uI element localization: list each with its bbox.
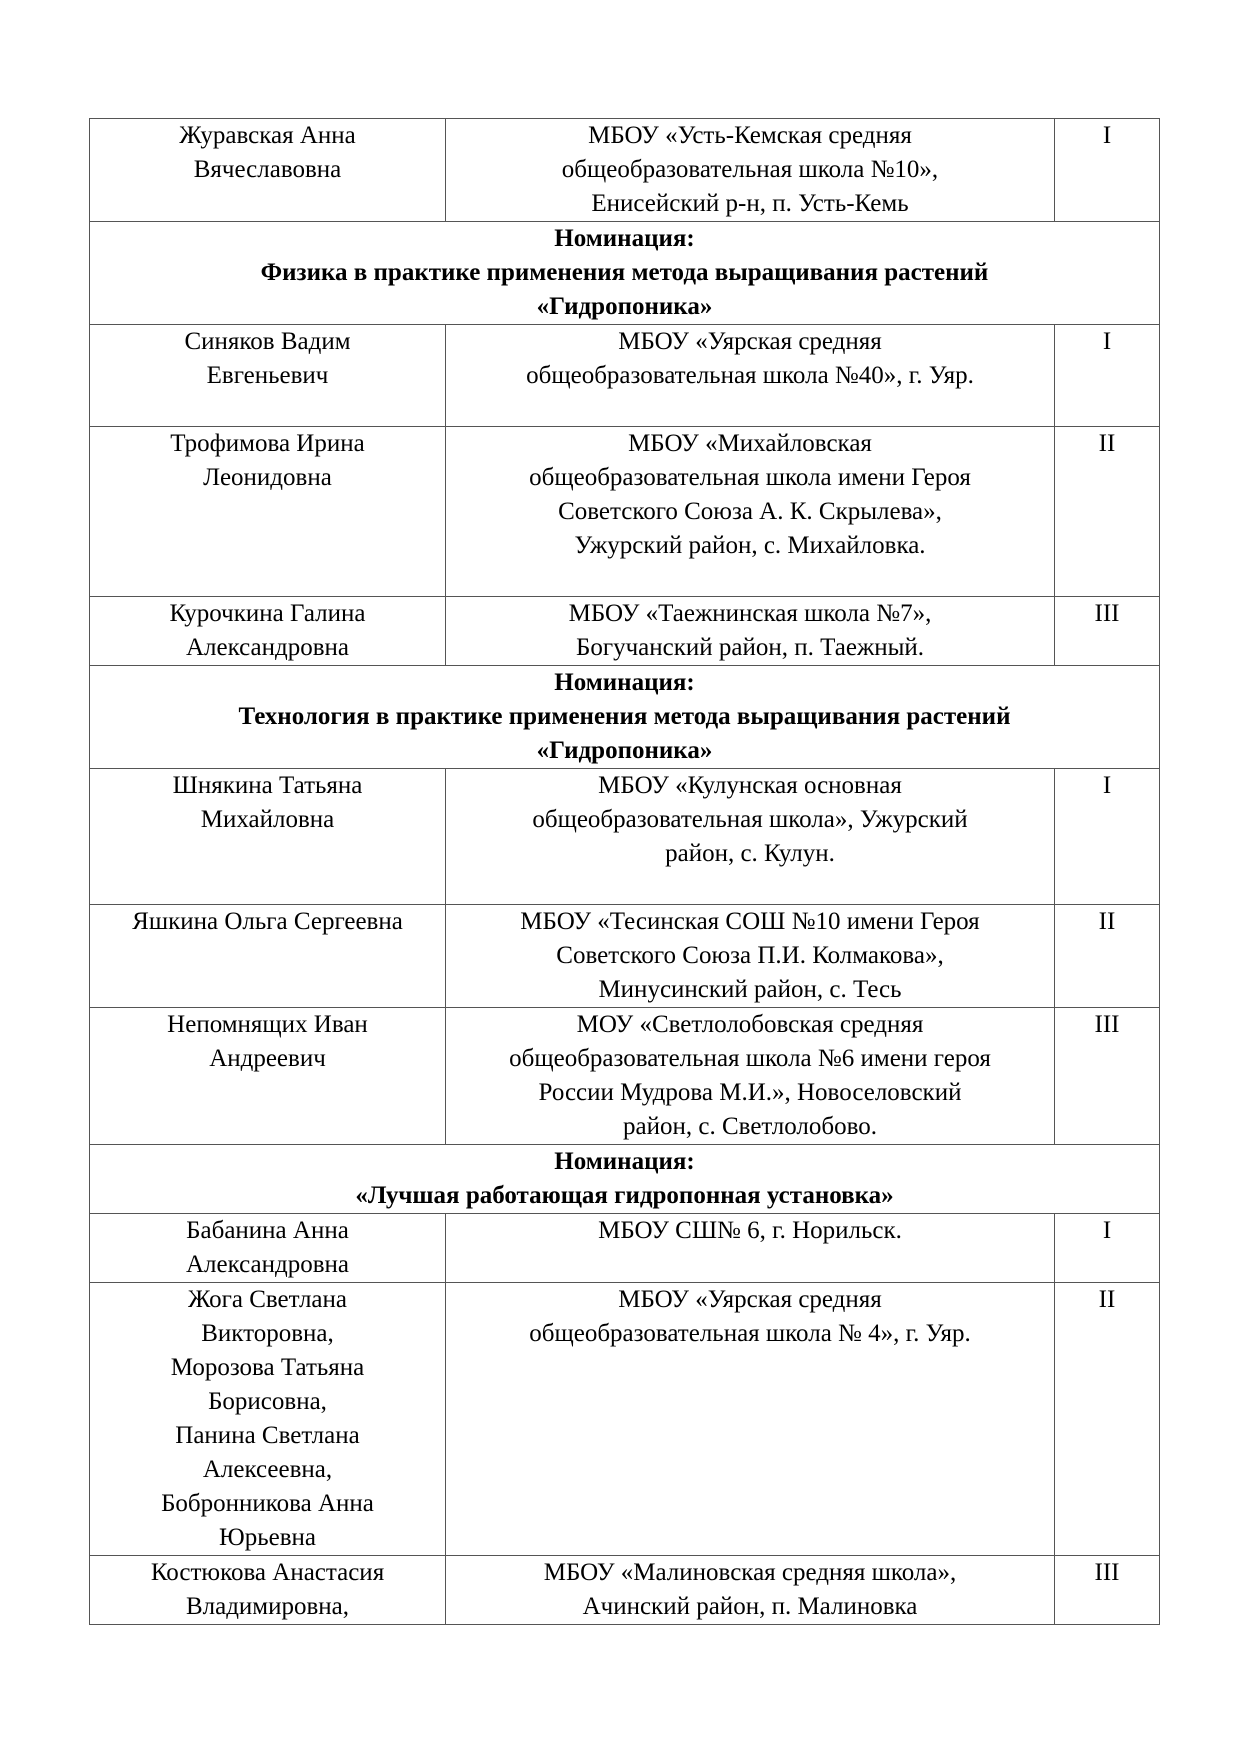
text-line: Жога Светлана (187, 1286, 347, 1313)
place-cell: I (1055, 119, 1160, 222)
text-line: МБОУ «Малиновская средняя школа», (543, 1559, 957, 1586)
place-cell: III (1055, 597, 1160, 666)
place-cell: I (1055, 1214, 1160, 1283)
place-cell: III (1055, 1556, 1160, 1625)
organization-cell (446, 769, 1055, 905)
table-row (90, 1214, 1160, 1283)
text-line: Номинация: (554, 669, 695, 696)
place-cell: III (1055, 1008, 1160, 1145)
text-line: Шнякина Татьяна (172, 772, 363, 799)
text-line: район, с. Кулун. (665, 840, 835, 867)
text-line: Александровна (185, 634, 350, 661)
organization-cell (446, 325, 1055, 427)
text-line: МБОУ «Тесинская СОШ №10 имени Героя (520, 908, 980, 935)
text-line: Номинация: (554, 225, 695, 252)
text-line: Евгеньевич (206, 362, 329, 389)
participant-name-cell (90, 1214, 446, 1283)
text-line: МБОУ СШ№ 6, г. Норильск. (598, 1217, 902, 1244)
text-line: МБОУ «Уярская средняя (618, 1286, 882, 1313)
text-line: общеобразовательная школа №40», г. Уяр. (526, 362, 974, 389)
text-line: общеобразовательная школа № 4», г. Уяр. (529, 1320, 971, 1347)
text-line: Викторовна, (201, 1320, 334, 1347)
participant-name-cell (90, 1283, 446, 1556)
results-table (89, 118, 1160, 1625)
text-line: Советского Союза А. К. Скрылева», (558, 498, 942, 525)
text-line: Владимировна, (185, 1593, 350, 1620)
text-line: МБОУ «Усть-Кемская средняя (588, 122, 912, 149)
text-line: МБОУ «Кулунская основная (598, 772, 902, 799)
table-row (90, 427, 1160, 597)
participant-name-cell (90, 597, 446, 666)
text-line: Ужурский район, с. Михайловка. (574, 532, 926, 559)
participant-name-cell (90, 119, 446, 222)
text-line: Борисовна, (208, 1388, 327, 1415)
text-line: Алексеевна, (202, 1456, 333, 1483)
text-line: «Гидропоника» (536, 737, 713, 764)
participant-name-cell (90, 905, 446, 1008)
text-line: Михайловна (200, 806, 335, 833)
text-line: Панина Светлана (175, 1422, 360, 1449)
text-line: МБОУ «Уярская средняя (618, 328, 882, 355)
text-line: Леонидовна (203, 464, 332, 491)
text-line: Енисейский р-н, п. Усть-Кемь (591, 190, 909, 217)
place-cell: II (1055, 427, 1160, 597)
participant-name-cell (90, 427, 446, 597)
text-line: Физика в практике применения метода выращивания растений (260, 259, 989, 286)
text-line: Яшкина Ольга Сергеевна (132, 908, 403, 935)
place-cell: II (1055, 905, 1160, 1008)
text-line: МБОУ «Таежнинская школа №7», (568, 600, 932, 627)
text-line: Костюкова Анастасия (150, 1559, 385, 1586)
text-line: «Гидропоника» (536, 293, 713, 320)
table-row (90, 769, 1160, 905)
text-line: Александровна (185, 1251, 350, 1278)
text-line: Журавская Анна (179, 122, 356, 149)
table-row (90, 119, 1160, 222)
nomination-row (90, 1145, 1160, 1214)
text-line: МОУ «Светлолобовская средняя (576, 1011, 924, 1038)
text-line: Бобронникова Анна (161, 1490, 374, 1517)
text-line: Ачинский район, п. Малиновка (582, 1593, 918, 1620)
organization-cell (446, 427, 1055, 597)
text-line: Непомнящих Иван (167, 1011, 368, 1038)
text-line: Технология в практике применения метода выращивания растений (238, 703, 1011, 730)
text-line: Богучанский район, п. Таежный. (575, 634, 925, 661)
text-line: Трофимова Ирина (170, 430, 365, 457)
text-line: МБОУ «Михайловская (628, 430, 872, 457)
participant-name-cell (90, 1556, 446, 1625)
text-line: Минусинский район, с. Тесь (598, 976, 902, 1003)
place-cell: II (1055, 1283, 1160, 1556)
text-line: Юрьевна (219, 1524, 316, 1551)
text-line: общеобразовательная школа», Ужурский (532, 806, 968, 833)
text-line: Советского Союза П.И. Колмакова», (556, 942, 944, 969)
participant-name-cell (90, 325, 446, 427)
text-line: Номинация: (554, 1148, 695, 1175)
organization-cell (446, 119, 1055, 222)
text-line: Андреевич (209, 1045, 326, 1072)
nomination-row (90, 666, 1160, 769)
table-row (90, 905, 1160, 1008)
nomination-row (90, 222, 1160, 325)
organization-cell (446, 1283, 1055, 1556)
table-row (90, 597, 1160, 666)
results-table-body (90, 119, 1160, 1625)
text-line: Морозова Татьяна (170, 1354, 365, 1381)
participant-name-cell (90, 769, 446, 905)
nomination-heading (90, 666, 1160, 769)
nomination-heading (90, 1145, 1160, 1214)
organization-cell (446, 1214, 1055, 1283)
table-row (90, 1283, 1160, 1556)
organization-cell (446, 905, 1055, 1008)
text-line: Бабанина Анна (186, 1217, 349, 1244)
place-cell: I (1055, 769, 1160, 905)
text-line: общеобразовательная школа имени Героя (529, 464, 971, 491)
table-row (90, 325, 1160, 427)
text-line: Курочкина Галина (169, 600, 366, 627)
text-line: район, с. Светлолобово. (623, 1113, 877, 1140)
text-line: общеобразовательная школа №10», (561, 156, 939, 183)
table-row (90, 1556, 1160, 1625)
text-line: общеобразовательная школа №6 имени героя (509, 1045, 991, 1072)
participant-name-cell (90, 1008, 446, 1145)
text-line: Синяков Вадим (184, 328, 351, 355)
organization-cell (446, 1556, 1055, 1625)
text-line: России Мудрова М.И.», Новоселовский (538, 1079, 962, 1106)
organization-cell (446, 597, 1055, 666)
text-line: «Лучшая работающая гидропонная установка» (355, 1182, 894, 1209)
table-row (90, 1008, 1160, 1145)
organization-cell (446, 1008, 1055, 1145)
place-cell: I (1055, 325, 1160, 427)
nomination-heading (90, 222, 1160, 325)
text-line: Вячеславовна (193, 156, 342, 183)
